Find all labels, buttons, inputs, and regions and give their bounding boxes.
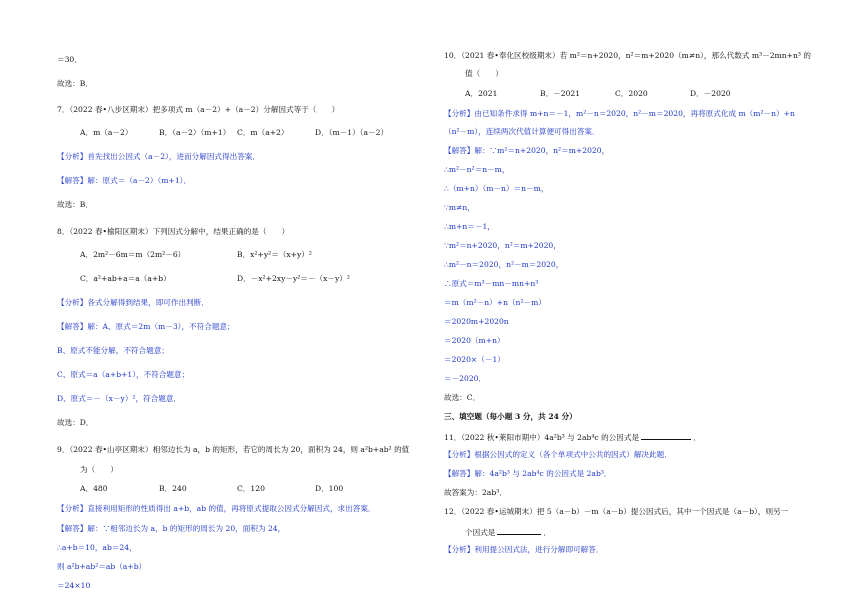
question-9-option-a: A．480	[80, 484, 108, 493]
question-10-stem: 10．（2021 春•奉化区校级期末）若 m²＝n+2020，n²＝m+2020（m≠n），那么代数式 m³－2mn+n³ 的	[444, 51, 811, 60]
question-9-option-d: D．100	[315, 484, 344, 493]
question-11-analysis: 【分析】根据公因式的定义（各个单项式中公共的因式）解决此题．	[444, 450, 672, 459]
text-line: ＝30．	[57, 55, 82, 64]
question-7-option-b: B．（a－2）（m+1）	[159, 128, 231, 137]
question-9-solution: 【解答】解：∵相邻边长为 a，b 的矩形的周长为 20，面积为 24，	[57, 524, 286, 533]
question-10-option-c: C．2020	[615, 89, 648, 98]
question-9-analysis: 【分析】直接利用矩形的性质得出 a+b，ab 的值，再将原式提取公因式分解因式，求出答案．	[57, 504, 376, 513]
question-11-stem	[444, 430, 701, 444]
question-8-solution: D、原式＝－（x－y）²，符合题意．	[57, 394, 182, 403]
question-10-solution: ＝2020m+2020n	[444, 317, 509, 326]
question-10-choice: 故选：C．	[444, 393, 481, 402]
answer-blank	[497, 525, 541, 535]
question-10-option-a: A．2021	[465, 89, 498, 98]
question-9-solution: ＝24×10	[57, 581, 91, 590]
question-9-stem: 为（ ）	[80, 465, 118, 474]
question-11-text: 11．（2022 秋•莱阳市期中）4a²b³ 与 2ab⁴c 的公因式是	[444, 433, 640, 442]
question-8-solution: B、原式不能分解，不符合题意；	[57, 346, 169, 355]
question-10-analysis: 【分析】由已知条件求得 m+n＝－1，m²－n＝2020，n²－m＝2020，再将原式化成 m（m²－n）+n	[444, 109, 795, 118]
question-10-solution: ∴（m+n）（m－n）＝n－m，	[444, 184, 549, 193]
question-8-solution: 【解答】解：A、原式＝2m（m－3），不符合题意；	[57, 322, 235, 331]
question-10-solution: 【解答】解：∵m²＝n+2020，n²＝m+2020，	[444, 146, 610, 155]
question-7-option-c: C．m（a+2）	[237, 128, 289, 137]
question-8-stem: 8．（2022 春•榆阳区期末）下列因式分解中，结果正确的是（ ）	[57, 227, 290, 236]
question-10-solution: ∵m≠n，	[444, 203, 475, 212]
question-12-stem: 12．（2022 春•运城期末）把 5（a－b）－m（a－b）提公因式后，其中一个因式是（a－b），则另一	[444, 507, 789, 516]
question-12-text: 个因式是	[465, 528, 496, 537]
question-9-stem: 9．（2022 春•山亭区期末）相邻边长为 a，b 的矩形，若它的周长为 20，面积为 24，则 a²b+ab² 的值	[57, 445, 410, 454]
question-7-solution: 【解答】解：原式＝（a－2）（m+1）．	[57, 176, 192, 185]
question-12-stem	[465, 525, 551, 539]
question-7-option-d: D．（m－1）（a－2）	[315, 128, 389, 137]
question-8-option-b: B．x²+y²＝（x+y）²	[237, 250, 312, 259]
question-11-solution: 【解答】解：4a²b³ 与 2ab⁴c 的公因式是 2ab³．	[444, 469, 612, 478]
question-10-solution: ＝2020×（－1）	[444, 355, 505, 364]
answer-blank	[641, 430, 691, 440]
question-10-solution: ∴m²－n＝2020，n²－m＝2020，	[444, 260, 564, 269]
question-8-solution: C、原式＝a（a+b+1），不符合题意；	[57, 370, 190, 379]
question-10-stem: 值（ ）	[465, 69, 503, 78]
question-10-solution: ＝－2020．	[444, 374, 487, 383]
text-line: 故选：B．	[57, 79, 93, 88]
question-7-choice: 故选：B．	[57, 200, 93, 209]
question-12-analysis: 【分析】利用提公因式法，进行分解即可解答．	[444, 545, 604, 554]
period: ．	[543, 528, 551, 537]
question-10-solution: ∴m²－n²＝n－m，	[444, 165, 510, 174]
question-8-option-a: A．2m²－6m＝m（2m²－6）	[80, 250, 186, 259]
question-8-choice: 故选：D．	[57, 418, 94, 427]
question-11-answer: 故答案为：2ab³．	[444, 488, 507, 497]
question-8-analysis: 【分析】各式分解得到结果，即可作出判断．	[57, 298, 209, 307]
question-10-solution: ∴原式＝m³－mn－mn+n³	[444, 279, 539, 288]
question-9-solution: ∴a+b＝10，ab＝24，	[57, 543, 137, 552]
question-9-option-c: C．120	[237, 484, 265, 493]
section-heading: 三、填空题（每小题 3 分，共 24 分）	[444, 412, 577, 421]
question-10-solution: ＝2020（m+n）	[444, 336, 505, 345]
question-10-analysis: （n²－m），连续两次代值计算便可得出答案．	[444, 127, 600, 136]
period: ．	[693, 433, 701, 442]
question-10-solution: ∵m²＝n+2020，n²＝m+2020，	[444, 241, 561, 250]
question-9-option-b: B．240	[159, 484, 187, 493]
question-8-option-c: C．a²+ab+a＝a（a+b）	[80, 274, 171, 283]
question-10-option-d: D．－2020	[690, 89, 731, 98]
question-7-analysis: 【分析】首先找出公因式（a－2），进而分解因式得出答案．	[57, 152, 260, 161]
question-7-option-a: A．m（a－2）	[80, 128, 133, 137]
question-10-solution: ∴m+n＝－1，	[444, 222, 495, 231]
question-7-stem: 7．（2022 春•八步区期末）把多项式 m（a－2）+（a－2）分解因式等于（ ）	[57, 105, 340, 114]
question-10-option-b: B．－2021	[540, 89, 581, 98]
question-8-option-d: D．－x²+2xy－y²＝－（x－y）²	[237, 274, 350, 283]
question-9-solution: 则 a²b+ab²＝ab（a+b）	[57, 562, 147, 571]
question-10-solution: ＝m（m²－n）+n（n²－m）	[444, 298, 546, 307]
